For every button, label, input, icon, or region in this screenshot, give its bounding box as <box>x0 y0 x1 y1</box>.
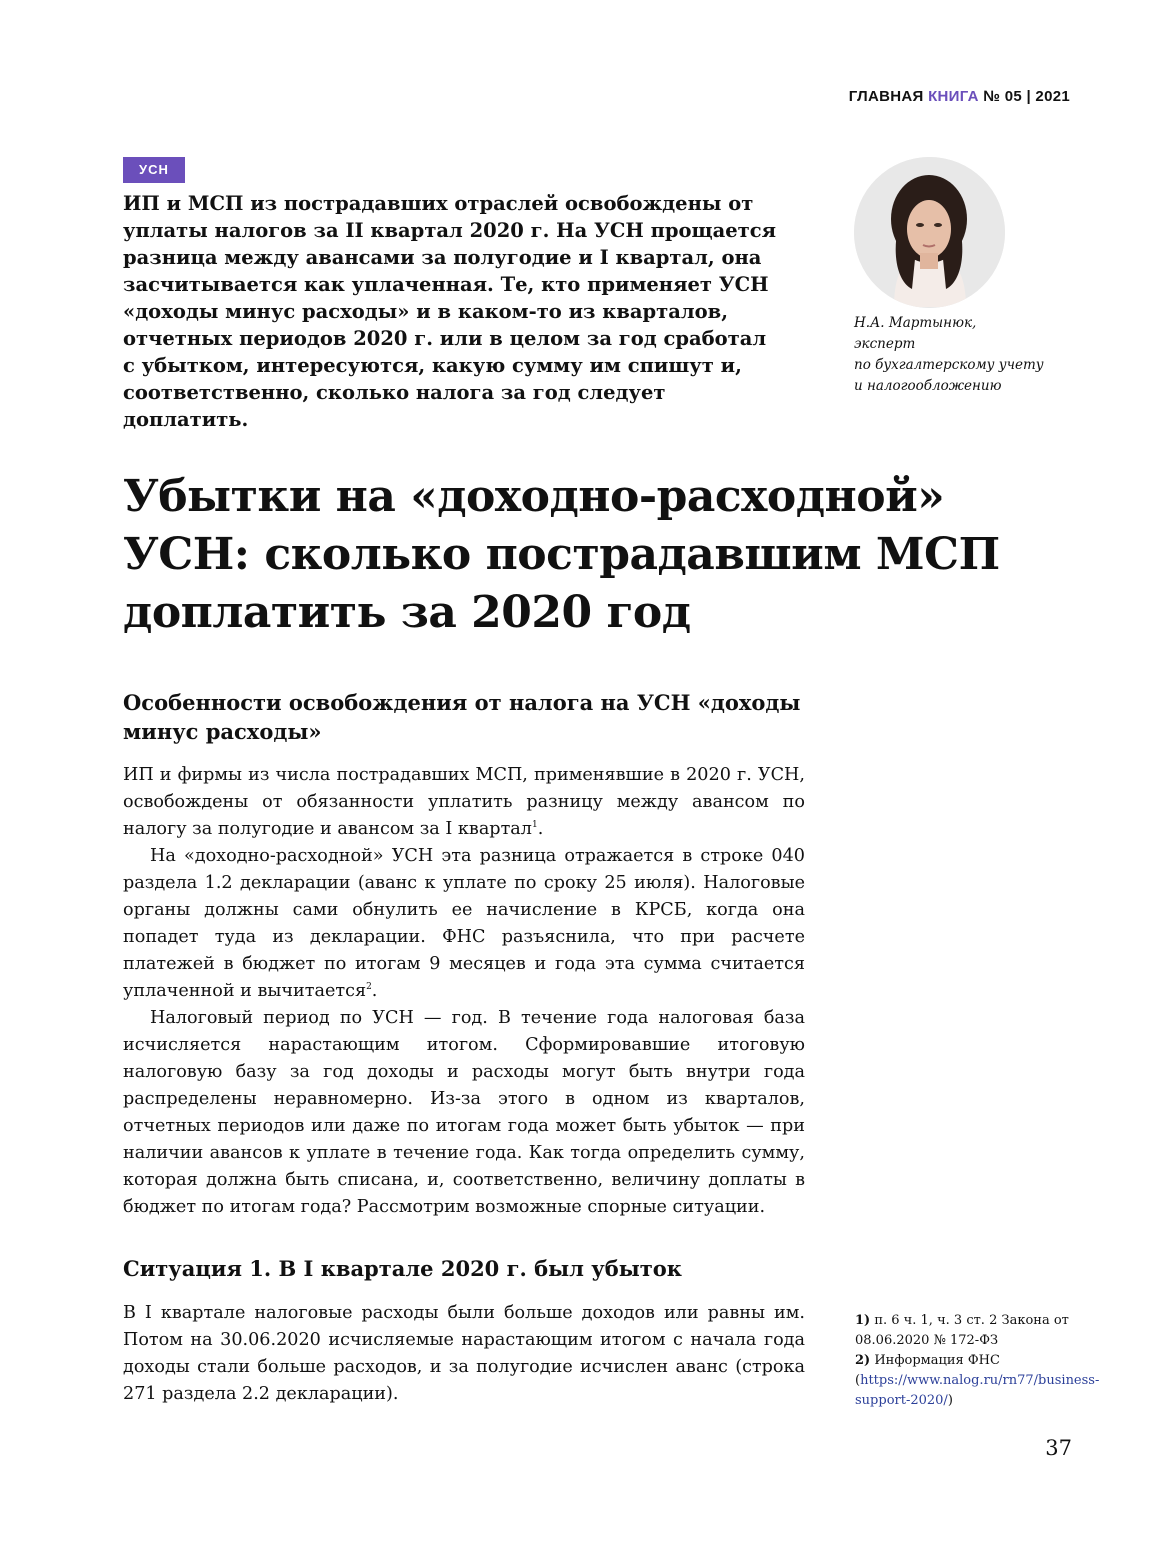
lead-paragraph: ИП и МСП из пострадавших отраслей освобождены от уплаты налогов за II квартал 2020 г. На УСН прощается разница между авансами за полугодие и I квартал, она засчитывается как уплаченная. Те, кто применяет УСН «доходы минус расходы» и в каком-то из кварталов, отчетных периодов 2020 г. или в целом за год сработал с убытком, интересуются, какую сумму им спишут и, соответственно, сколько налога за год следует доплатить. <box>123 192 776 431</box>
section-2-body <box>123 1300 805 1408</box>
author-portrait-icon <box>854 157 1005 308</box>
article-title: Убытки на «доходно-расходной» УСН: сколько пострадавшим МСП доплатить за 2020 год <box>123 471 1000 638</box>
section-1-body <box>123 762 805 1221</box>
author-photo <box>854 157 1005 308</box>
footnote-2: 2) Информация ФНС (https://www.nalog.ru/rn77/business-support-2020/) <box>855 1353 1100 1408</box>
rubric-tag: УСН <box>123 157 185 183</box>
magazine-name-book: КНИГА <box>928 88 979 105</box>
footnote-ref-1[interactable]: 1 <box>531 820 538 831</box>
magazine-name-main: ГЛАВНАЯ <box>848 88 924 105</box>
author-role: эксперт <box>854 336 916 352</box>
footnotes <box>855 1311 1100 1411</box>
section-heading-1: Особенности освобождения от налога на УСН «доходы минус расходы» <box>123 690 801 744</box>
author-field-2: и налогообложению <box>854 378 1002 394</box>
section-heading-2: Ситуация 1. В I квартале 2020 г. был убыток <box>123 1256 682 1281</box>
author-caption <box>854 313 1074 397</box>
footnote-1: 1) п. 6 ч. 1, ч. 3 ст. 2 Закона от 08.06.2020 № 172-ФЗ <box>855 1313 1069 1348</box>
issue-number: № 05 | 2021 <box>983 88 1070 105</box>
paragraph: Налоговый период по УСН — год. В течение года налоговая база исчисляется нарастающим итогом. Сформировавшие итоговую налоговую базу за год доходы и расходы могут быть внутри года распределены неравномерно. Из-за этого в одном из кварталов, отчетных периодов или даже по итогам года может быть убыток — при наличии авансов к уплате в течение года. Как тогда определить сумму, которая должна быть списана, и, соответственно, величину доплаты в бюджет по итогам года? Рассмотрим возможные спорные ситуации. <box>123 1008 805 1217</box>
paragraph: В I квартале налоговые расходы были больше доходов или равны им. Потом на 30.06.2020 исчисляемые нарастающим итогом с начала года доходы стали больше расходов, и за полугодие исчислен аванс (строка 271 раздела 2.2 декларации). <box>123 1303 805 1404</box>
fns-link[interactable]: https://www.nalog.ru/rn77/business-support-2020/ <box>855 1373 1100 1408</box>
paragraph: На «доходно-расходной» УСН эта разница отражается в строке 040 раздела 1.2 декларации (аванс к уплате по сроку 25 июля). Налоговые органы должны сами обнулить ее начисление в КРСБ, когда она попадет туда из декларации. ФНС разъяснила, что при расчете платежей в бюджет по итогам 9 месяцев и года эта сумма считается уплаченной и вычитается$^2$. <box>123 846 805 1001</box>
footnote-ref-2[interactable]: 2 <box>366 982 372 993</box>
author-name: Н.А. Мартынюк, <box>854 315 977 331</box>
page-number: 37 <box>1045 1436 1072 1460</box>
author-field-1: по бухгалтерскому учету <box>854 357 1044 373</box>
paragraph: ИП и фирмы из числа пострадавших МСП, применявшие в 2020 г. УСН, освобождены от обязанности уплатить разницу между авансом по налогу за полугодие и авансом за I квартал$^1$. <box>123 765 805 839</box>
magazine-header <box>849 88 1070 105</box>
